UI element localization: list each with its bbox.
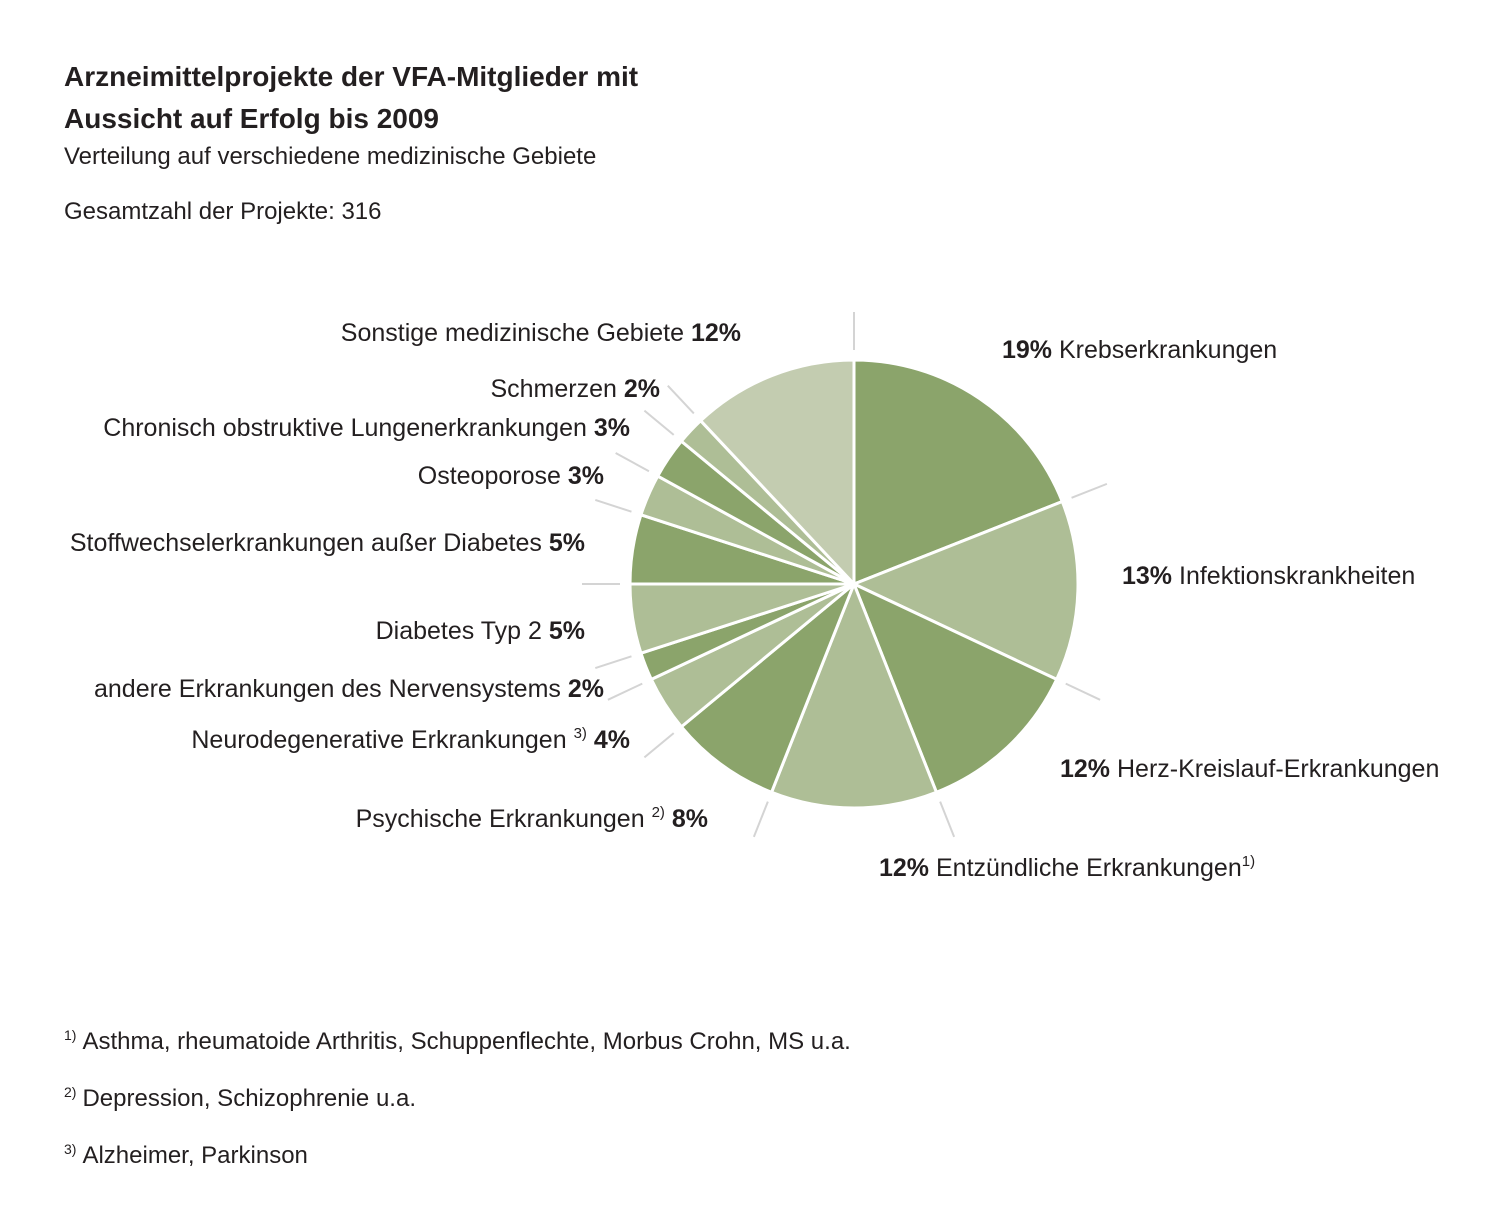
slice-percent: 5% (541, 529, 585, 557)
slice-percent: 2% (560, 675, 604, 703)
slice-percent: 12% (879, 854, 930, 882)
slice-label-psychische-erkrankungen (356, 804, 708, 833)
leader-line (668, 386, 694, 414)
leader-line (595, 656, 631, 668)
leader-line (644, 411, 673, 435)
slice-label-entzuendliche-erkrankungen (879, 853, 1255, 882)
slice-name: Herz-Kreislauf-Erkrankungen (1110, 755, 1440, 783)
slice-name: Psychische Erkrankungen (355, 805, 645, 833)
slice-label-diabetes-typ-2 (376, 617, 585, 645)
slice-percent: 5% (541, 617, 585, 645)
slice-name: Chronisch obstruktive Lungenerkrankungen (103, 414, 587, 442)
slice-name: Stoffwechselerkrankungen außer Diabetes (69, 529, 542, 557)
footnote (64, 1010, 851, 1067)
footnote-marker: 2) (64, 1084, 77, 1100)
leader-line (940, 802, 954, 837)
slice-name: Diabetes Typ 2 (375, 617, 542, 645)
slice-name: Schmerzen (490, 375, 617, 403)
slice-name: Sonstige medizinische Gebiete (340, 319, 685, 347)
leader-line (608, 684, 642, 700)
leader-line (1066, 684, 1100, 700)
slice-label-osteoporose (418, 462, 604, 490)
chart-subtitle: Verteilung auf verschiedene medizinische Gebiete (64, 143, 597, 170)
leader-line (616, 453, 649, 471)
title-line-1: Arzneimittelprojekte der VFA-Mitglieder mit (64, 61, 639, 92)
footnote-text: Alzheimer, Parkinson (82, 1142, 308, 1169)
footnote-marker: 1) (1241, 853, 1256, 870)
leader-line (754, 802, 768, 837)
slice-name: Neurodegenerative Erkrankungen (191, 726, 567, 754)
title-line-2: Aussicht auf Erfolg bis 2009 (64, 103, 439, 134)
slice-percent: 12% (1060, 755, 1111, 783)
slice-name: Osteoporose (417, 462, 561, 490)
footnote (64, 1067, 851, 1124)
slice-label-infektionskrankheiten (1122, 562, 1415, 590)
spacer (567, 726, 574, 754)
total-projects: Gesamtzahl der Projekte: 316 (64, 198, 382, 225)
spacer (645, 805, 652, 833)
slice-label-stoffwechselerkrankungen-ausser-diabetes (70, 529, 585, 557)
footnote-marker: 1) (64, 1027, 77, 1043)
slice-percent: 2% (616, 375, 660, 403)
leader-line (1072, 484, 1107, 498)
footnotes (64, 1010, 851, 1181)
slice-name: Infektionskrankheiten (1172, 562, 1416, 590)
leader-line (595, 500, 631, 512)
slice-label-andere-erkrankungen-des-nervensystems (94, 675, 604, 703)
slice-name: Krebserkrankungen (1052, 336, 1278, 364)
slice-percent: 3% (560, 462, 604, 490)
slice-label-schmerzen (490, 375, 660, 403)
slice-label-krebserkrankungen (1002, 336, 1277, 364)
slice-percent: 13% (1122, 562, 1173, 590)
footnote-marker: 3) (573, 725, 587, 742)
slice-label-chronisch-obstruktive-lungenerkrankungen (103, 414, 630, 442)
slice-percent: 3% (586, 414, 630, 442)
slice-percent: 4% (586, 726, 630, 754)
slice-label-sonstige-medizinische-gebiete (341, 319, 741, 347)
footnote-marker: 3) (64, 1141, 77, 1157)
slice-name: Entzündliche Erkrankungen (929, 854, 1242, 882)
footnote (64, 1124, 851, 1181)
leader-line (644, 733, 673, 757)
pie-slices (630, 360, 1078, 808)
slice-name: andere Erkrankungen des Nervensystems (93, 675, 561, 703)
footnote-text: Asthma, rheumatoide Arthritis, Schuppenflechte, Morbus Crohn, MS u.a. (82, 1028, 851, 1055)
footnote-marker: 2) (651, 804, 665, 821)
slice-percent: 19% (1002, 336, 1053, 364)
slice-label-herz-kreislauf-erkrankungen (1060, 755, 1439, 783)
slice-percent: 12% (684, 319, 741, 347)
slice-percent: 8% (664, 805, 708, 833)
footnote-text: Depression, Schizophrenie u.a. (82, 1085, 416, 1112)
slice-label-neurodegenerative-erkrankungen (191, 725, 630, 754)
